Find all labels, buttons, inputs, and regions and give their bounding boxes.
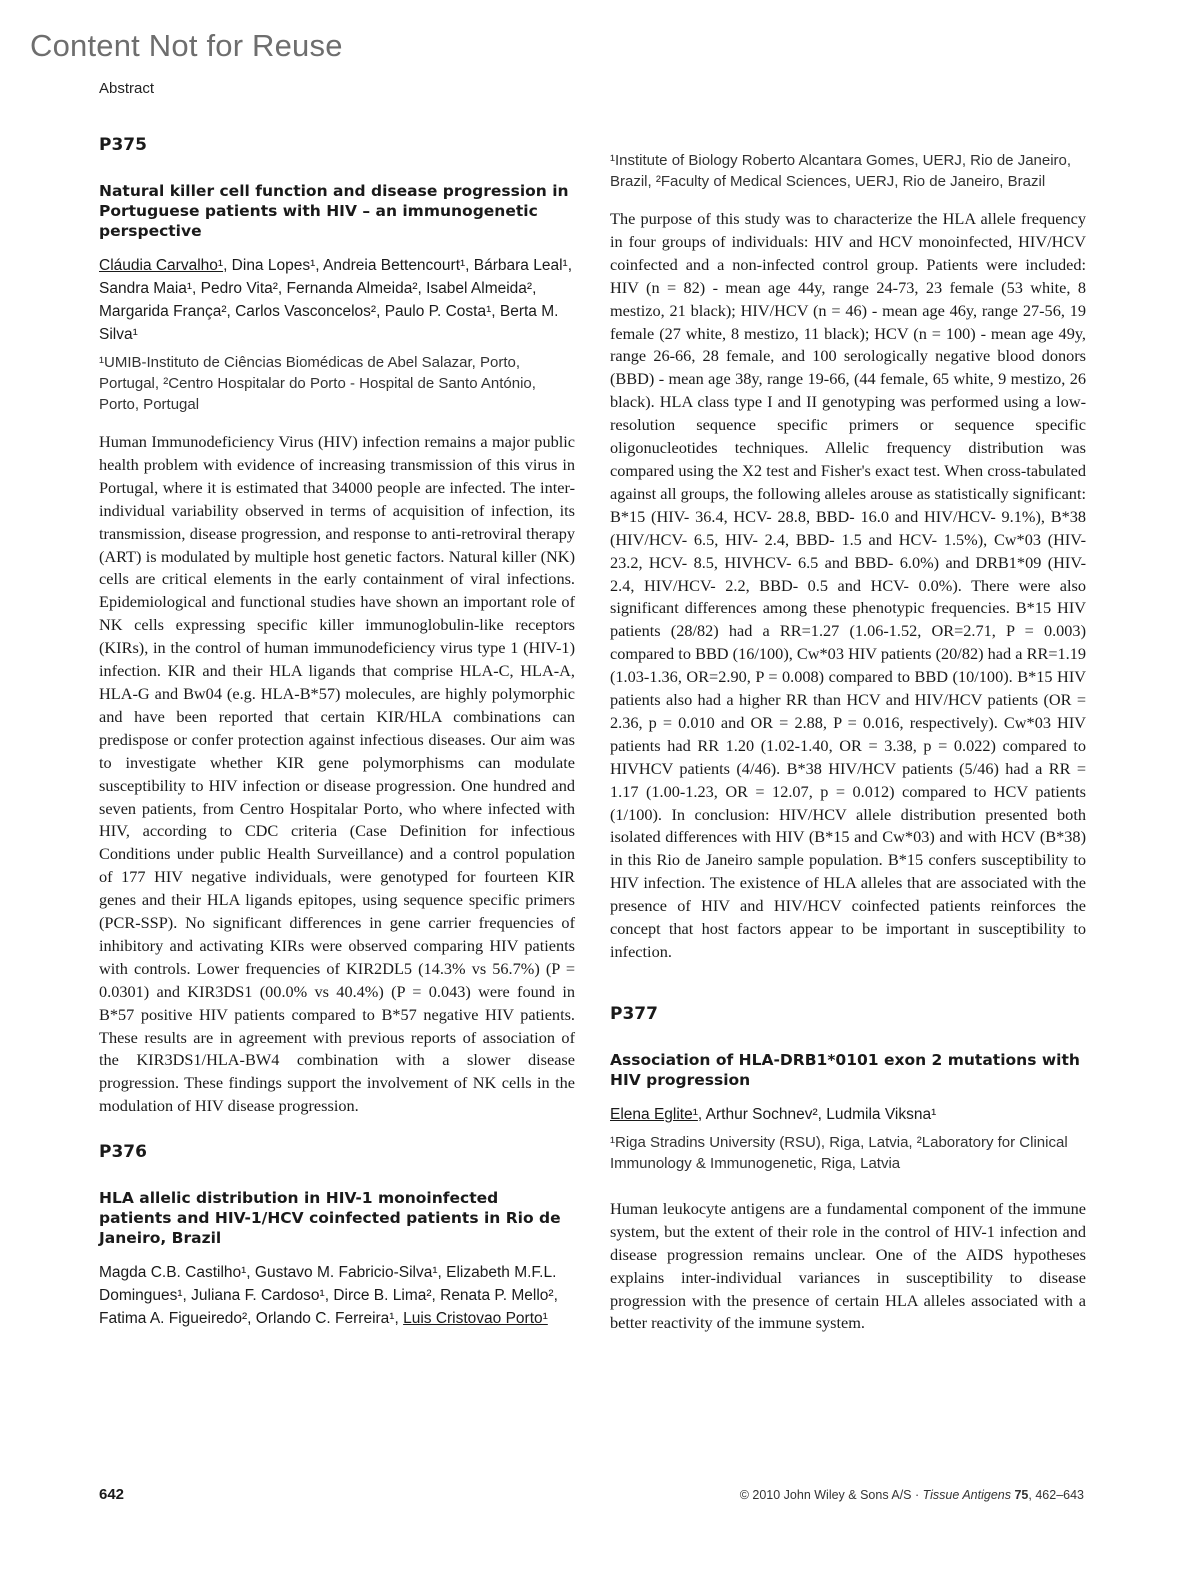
presenting-author: Luis Cristovao Porto¹ <box>403 1310 548 1328</box>
abstract-id: P375 <box>99 135 147 155</box>
presenting-author: Elena Eglite¹ <box>610 1105 698 1123</box>
presenting-author: Cláudia Carvalho¹ <box>99 257 224 274</box>
page-number: 642 <box>99 1486 125 1503</box>
author-list <box>99 254 575 346</box>
copyright: © 2010 John Wiley & Sons A/S · <box>739 1488 923 1502</box>
abstract-id: P377 <box>610 1003 658 1024</box>
watermark: Content Not for Reuse <box>30 28 343 63</box>
affiliation: ¹UMIB-Instituto de Ciências Biomédicas de Abel Salazar, Porto, Portugal, ²Centro Hospitalar do Porto - Hospital de Santo António, Porto, Portugal <box>99 354 536 413</box>
co-authors: , Dina Lopes¹, Andreia Bettencourt¹, Bárbara Leal¹, Sandra Maia¹, Pedro Vita², Fernanda Almeida², Isabel Almeida², Margarida França², Carlos Vasconcelos², Paulo P. Costa¹, Berta M. Silva¹ <box>99 257 573 343</box>
abstract-body: Human Immunodeficiency Virus (HIV) infection remains a major public health problem with evidence of increasing transmission of this virus in Portugal, where it is estimated that 34000 people are infected. The inter-individual variability observed in terms of acquisition of infection, its transmission, disease progression, and response to anti-retroviral therapy (ART) is modulated by multiple host genetic factors. Natural killer (NK) cells are critical elements in the early containment of viral infections. Epidemiological and functional studies have shown an important role of NK cells expressing specific killer immunoglobulin-like receptors (KIRs), in the control of human immunodeficiency virus type 1 (HIV-1) infection. KIR and their HLA ligands that comprise HLA-C, HLA-A, HLA-G and Bw04 (e.g. HLA-B*57) molecules, are highly polymorphic and have been reported that certain KIR/HLA combinations can predispose or confer protection against infectious diseases. Our aim was to investigate whether KIR gene polymorphisms can modulate susceptibility to HIV infection or disease progression. One hundred and seven patients, from Centro Hospitalar Porto, who where infected with HIV, according to CDC criteria (Case Definition for infectious Conditions under public Health Surveillance) and a control population of 177 HIV negative individuals, were genotyped for fourteen KIR genes and their HLA ligands epitopes, using sequence specific primers (PCR-SSP). No significant differences in gene carrier frequencies of inhibitory and activating KIRs were observed comparing HIV patients with controls. Lower frequencies of KIR2DL5 (14.3% vs 56.7%) (P = 0.0301) and KIR3DS1 (00.0% vs 40.4%) (P = 0.043) were found in B*57 positive HIV patients compared to B*57 negative HIV patients. These results are in agreement with previous reports of association of the KIR3DS1/HLA-BW4 combination with a slower disease progression. These findings support the involvement of NK cells in the modulation of HIV disease progression. <box>99 432 575 1116</box>
abstract-title: Association of HLA-DRB1*0101 exon 2 mutations with HIV progression <box>610 1050 1080 1089</box>
affiliation: ¹Institute of Biology Roberto Alcantara Gomes, UERJ, Rio de Janeiro, Brazil, ²Faculty of Medical Sciences, UERJ, Rio de Janeiro, Brazil <box>610 152 1072 190</box>
page-range: , 462–643 <box>1028 1488 1084 1502</box>
abstract-title: HLA allelic distribution in HIV-1 monoinfected patients and HIV-1/HCV coinfected patients in Rio de Janeiro, Brazil <box>99 1189 561 1248</box>
co-authors: Magda C.B. Castilho¹, Gustavo M. Fabricio-Silva¹, Elizabeth M.F.L. Domingues¹, Juliana F. Cardoso¹, Dirce B. Lima², Renata P. Mello², Fatima A. Figueiredo², Orlando C. Ferreira¹, <box>99 1264 558 1328</box>
abstract-p376 <box>99 1142 575 1330</box>
abstract-p377 <box>610 1004 1086 1335</box>
footer-citation <box>740 1488 1084 1502</box>
abstract-id: P376 <box>99 1142 147 1163</box>
affiliation: ¹Riga Stradins University (RSU), Riga, Latvia, ²Laboratory for Clinical Immunology & Immunogenetic, Riga, Latvia <box>610 1133 1068 1172</box>
journal-name: Tissue Antigens <box>922 1488 1011 1502</box>
author-list <box>99 1261 575 1330</box>
abstract-p375 <box>99 135 575 1118</box>
abstract-body: The purpose of this study was to characterize the HLA allele frequency in four groups of individuals: HIV and HCV monoinfected, HIV/HCV coinfected and a non-infected control group. Patients were included: HIV (n = 82) - mean age 44y, range 24-73, 23 female (53 white, 8 mestizo, 21 black); HIV/HCV (n = 46) - mean age 46y, range 27-56, 19 female (27 white, 8 mestizo, 11 black); HCV (n = 100) - mean age 49y, range 26-66, 28 female, and 100 serologically negative blood donors (BBD) - mean age 38y, range 19-66, (44 female, 65 white, 9 mestizo, 26 black). HLA class type I and II genotyping was performed using a low-resolution sequence specific primers or sequence specific oligonucleotides techniques. Allelic frequency distribution was compared using the X2 test and Fisher's exact test. When cross-tabulated against all groups, the following alleles arouse as statistically significant: B*15 (HIV- 36.4, HCV- 28.8, BBD- 16.0 and HIV/HCV- 9.1%), B*38 (HIV/HCV- 6.5, HIV- 2.4, BBD- 1.5 and HCV- 1.5%), Cw*03 (HIV- 23.2, HCV- 8.5, HIVHCV- 6.5 and BBD- 6.0%) and DRB1*09 (HIV- 2.4, HIV/HCV- 2.2, BBD- 0.5 and HCV- 0.0%). There were also significant differences among these phenotypic frequencies. B*15 HIV patients (28/82) had a RR=1.27 (1.06-1.52, OR=2.71, P = 0.003) compared to BBD (16/100), Cw*03 HIV patients (20/82) had a RR=1.19 (1.03-1.36, OR=2.90, P = 0.008) compared to BBD (10/100). B*15 HIV patients also had a higher RR than HCV and HIV/HCV patients (OR = 2.36, p = 0.010 and OR = 2.88, P = 0.016, respectively). Cw*03 HIV patients had RR 1.20 (1.02-1.40, OR = 3.38, p = 0.022) compared to HIVHCV patients (4/46). B*38 HIV/HCV patients (5/46) had a RR = 1.17 (1.00-1.23, OR = 12.07, p = 0.012) compared to HCV patients (1/100). In conclusion: HIV/HCV allele distribution presented both isolated differences with HIV (B*15 and Cw*03) and with HCV (B*38) in this Rio de Janeiro sample population. B*15 confers susceptibility to HIV infection. The existence of HLA alleles that are associated with the presence of HIV and HIV/HCV coinfected patients reinforces the concept that host factors appear to be important in susceptibility to infection. <box>610 209 1086 961</box>
section-label: Abstract <box>99 80 155 97</box>
co-authors: , Arthur Sochnev², Ludmila Viksna¹ <box>697 1105 937 1123</box>
right-column <box>610 150 1086 1335</box>
abstract-body: Human leukocyte antigens are a fundamental component of the immune system, but the extent of their role in the control of HIV-1 infection and disease progression remains unclear. One of the AIDS hypotheses explains inter-individual variances in susceptibility to disease progression with the presence of certain HLA alleles associated with a better reactivity of the immune system. <box>610 1198 1086 1333</box>
left-column <box>99 135 575 1336</box>
author-list <box>610 1103 1086 1126</box>
volume: 75 <box>1014 1488 1029 1502</box>
abstract-title: Natural killer cell function and disease progression in Portuguese patients with HIV – an immunogenetic perspective <box>99 182 569 240</box>
